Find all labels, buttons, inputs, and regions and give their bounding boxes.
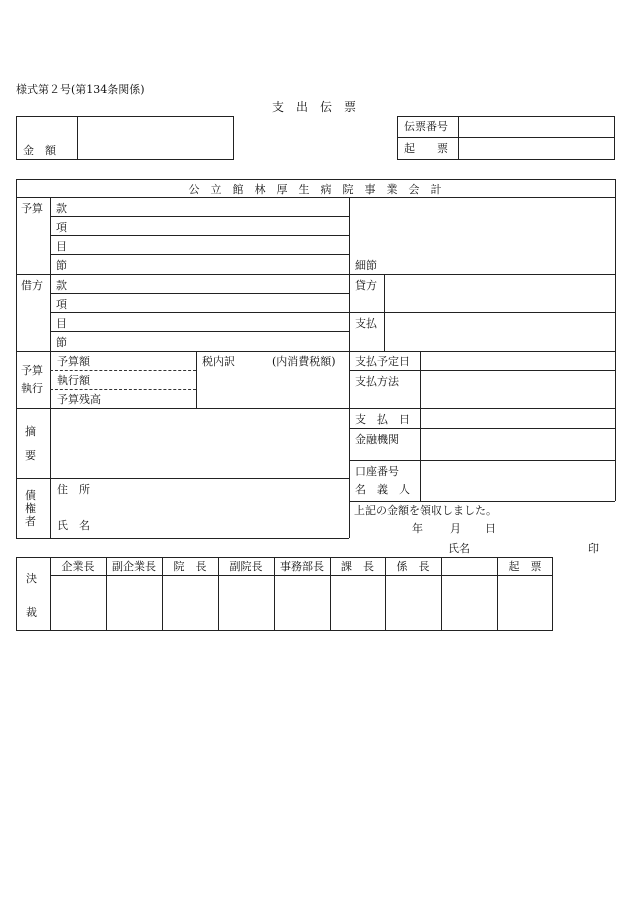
receiver-name-label: 氏名 (448, 542, 470, 555)
approval-col-section-chief: 課 長 (341, 560, 374, 573)
approval-col-vice-director: 副院長 (229, 560, 263, 573)
issue-field[interactable] (459, 138, 614, 159)
approval-stamp-director[interactable] (163, 576, 218, 630)
account-number-label: 口座番号 (355, 465, 399, 478)
slip-number-field[interactable] (459, 117, 614, 137)
budget-label: 予算 (21, 202, 43, 215)
date-year: 年 (412, 522, 423, 535)
form-number: 様式第２号(第134条関係) (16, 83, 145, 96)
approval-stamp-blank[interactable] (442, 576, 497, 630)
seal-label: 印 (588, 542, 599, 555)
approval-stamp-admin-head[interactable] (275, 576, 330, 630)
approval-stamp-issuer[interactable] (498, 576, 552, 630)
approval-stamp-ceo[interactable] (51, 576, 106, 630)
financial-institution-field[interactable] (421, 429, 614, 459)
budget-kan-label: 款 (56, 202, 67, 215)
budget-moku-label: 目 (56, 240, 67, 253)
summary-field[interactable] (51, 409, 348, 477)
payment-label: 支払 (355, 317, 377, 330)
slip-number-label: 伝票番号 (404, 120, 448, 133)
payment-date-label: 支 払 日 (355, 413, 410, 426)
approval-stamp-subsection-chief[interactable] (386, 576, 441, 630)
approval-col-ceo: 企業長 (61, 560, 95, 573)
page-title: 支 出 伝 票 (272, 100, 357, 114)
saisetsu-field[interactable] (350, 198, 614, 253)
approval-stamp-vice-ceo[interactable] (107, 576, 162, 630)
consumption-tax-label: (内消費税額) (272, 355, 336, 368)
summary-label-1: 摘 (25, 425, 36, 438)
credit-field[interactable] (385, 275, 614, 311)
name-label: 氏 名 (57, 519, 90, 532)
creditor-label-2: 権 (25, 502, 36, 515)
payment-date-field[interactable] (421, 409, 614, 427)
financial-institution-label: 金融機関 (355, 433, 399, 446)
payment-method-field[interactable] (421, 371, 614, 407)
account-field[interactable] (421, 461, 614, 500)
saisetsu-label: 細節 (355, 259, 377, 272)
credit-label: 貸方 (355, 279, 377, 292)
payment-field[interactable] (385, 313, 614, 350)
exec-label-1: 予算 (21, 364, 43, 377)
approval-col-director: 院 長 (173, 560, 207, 573)
amount-field[interactable] (78, 117, 233, 159)
approval-col-subsection-chief: 係 長 (396, 560, 430, 573)
approval-col-admin-head: 事務部長 (280, 560, 324, 573)
debit-kan-label: 款 (56, 279, 67, 292)
approval-label-1: 決 (26, 572, 37, 585)
approval-label-2: 裁 (26, 606, 37, 619)
approval-col-vice-ceo: 副企業長 (112, 560, 156, 573)
debit-kou-label: 項 (56, 298, 67, 311)
exec-label-2: 執行 (21, 382, 43, 395)
receipt-text: 上記の金額を領収しました。 (354, 504, 497, 517)
debit-setsu-label: 節 (56, 336, 67, 349)
account-holder-label: 名 義 人 (355, 483, 410, 496)
org-title: 公 立 館 林 厚 生 病 院 事 業 会 計 (188, 183, 442, 196)
creditor-label-3: 者 (25, 515, 36, 528)
budget-kou-label: 項 (56, 221, 67, 234)
debit-moku-label: 目 (56, 317, 67, 330)
budget-setsu-label: 節 (56, 259, 67, 272)
amount-label: 金 額 (23, 144, 56, 157)
budget-balance-label: 予算残高 (57, 393, 101, 406)
issue-label: 起 票 (404, 142, 448, 155)
tax-breakdown-label: 税内訳 (202, 355, 235, 368)
date-month: 月 (450, 522, 461, 535)
approval-stamp-vice-director[interactable] (219, 576, 274, 630)
date-day: 日 (485, 522, 496, 535)
creditor-label-1: 債 (25, 489, 36, 502)
approval-stamp-section-chief[interactable] (331, 576, 385, 630)
exec-amount-label: 執行額 (57, 374, 90, 387)
budget-amount-label: 予算額 (57, 355, 90, 368)
scheduled-payment-date-label: 支払予定日 (355, 355, 410, 368)
scheduled-payment-date-field[interactable] (421, 352, 614, 369)
address-label: 住 所 (57, 483, 90, 496)
payment-method-label: 支払方法 (355, 375, 399, 388)
approval-col-issuer: 起 票 (508, 560, 542, 573)
debit-label: 借方 (21, 279, 43, 292)
summary-label-2: 要 (25, 449, 36, 462)
